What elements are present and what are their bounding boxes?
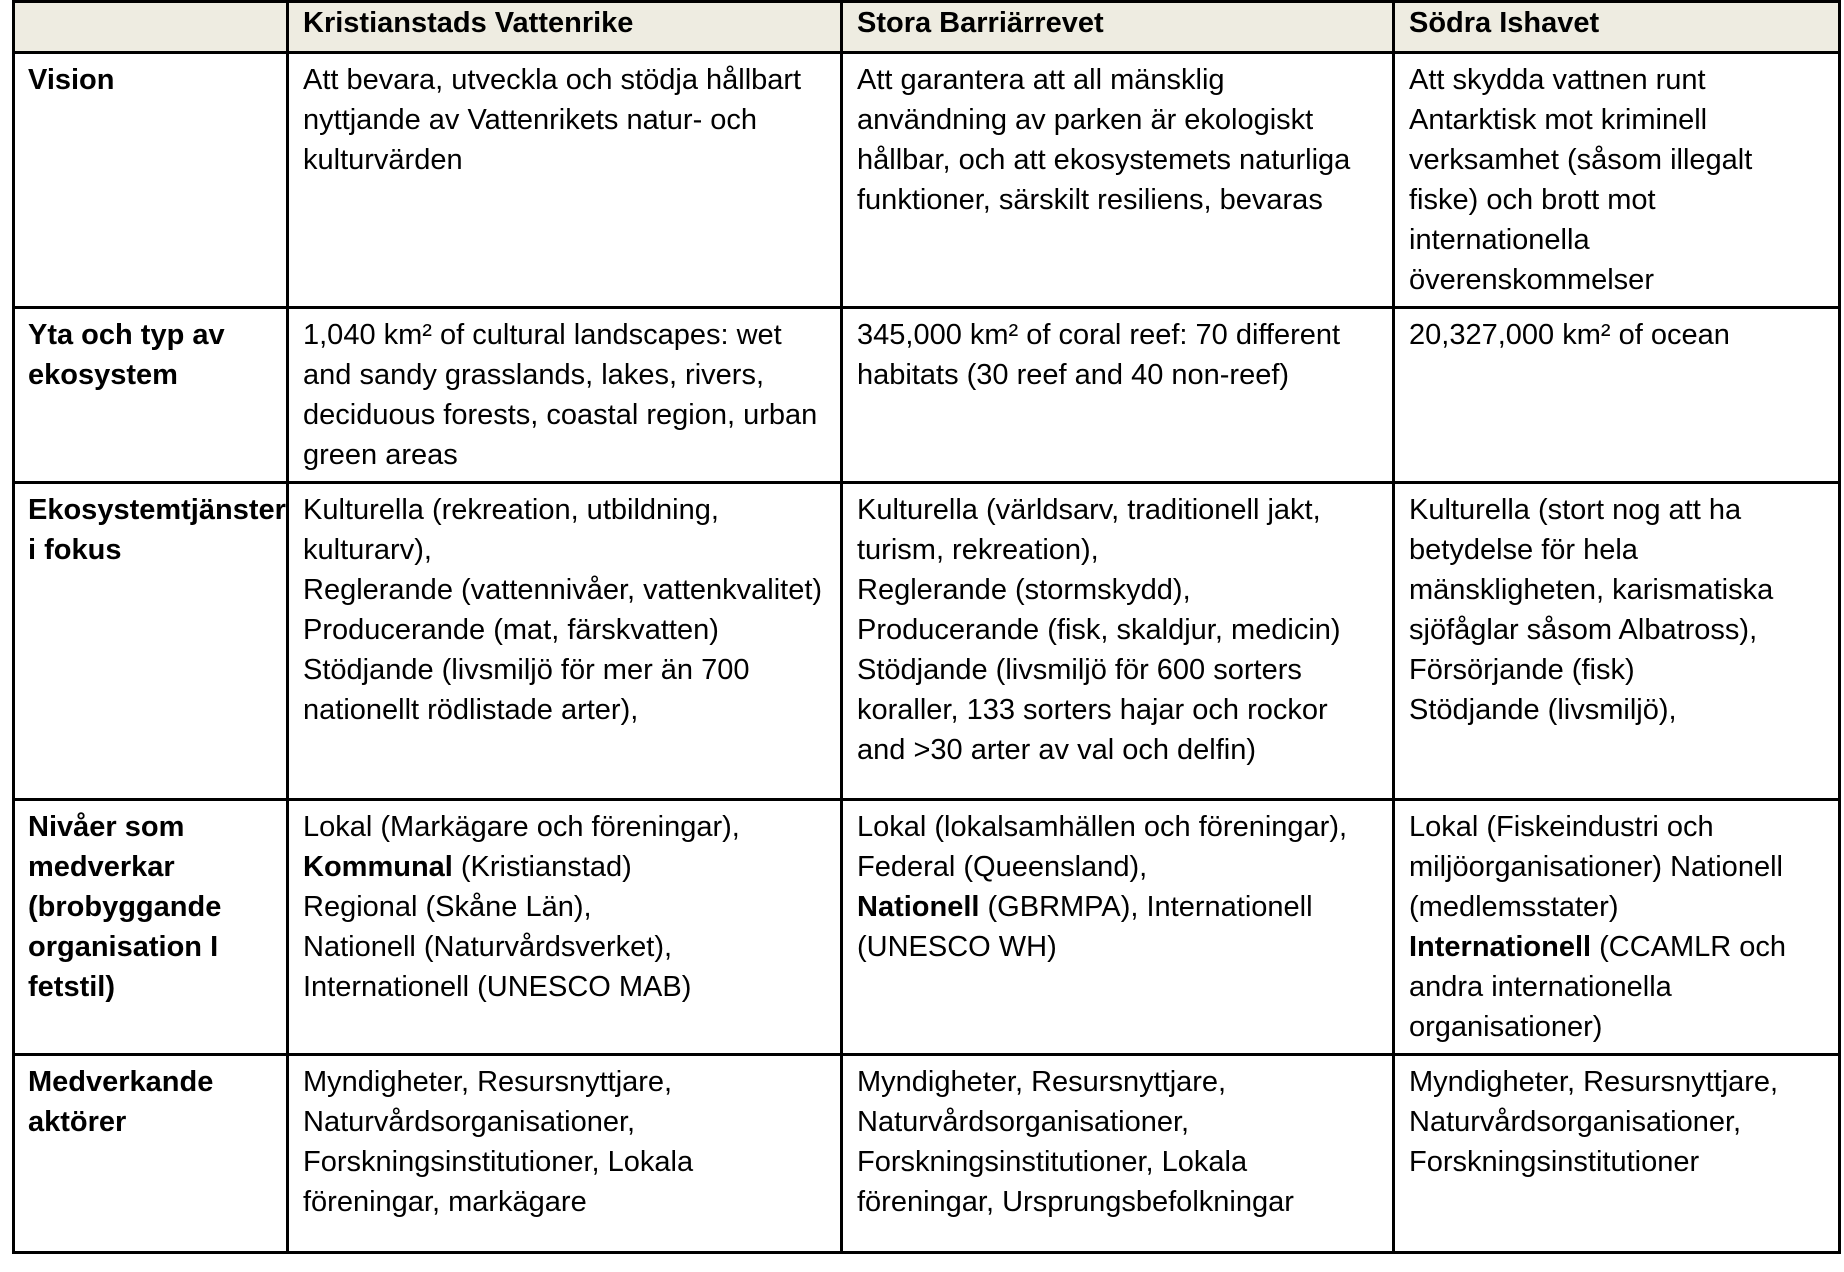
header-cell-sodra-ishavet: Södra Ishavet [1394, 2, 1840, 53]
row-label-ekosystemtjanster: Ekosystemtjänster i fokus [14, 483, 288, 800]
cell-yta-sodra-ishavet: 20,327,000 km² of ocean [1394, 308, 1840, 483]
list-item: Kulturella (stort nog att ha betydelse för hela mänskligheten, karismatiska sjöfåglar såsom Albatross), [1409, 494, 1774, 646]
list-item-text: (Kristianstad) [452, 851, 632, 883]
list-item: Reglerande (stormskydd), [857, 574, 1191, 606]
list-item: Lokal (Markägare och föreningar), [303, 811, 740, 843]
cell-aktorer-sodra-ishavet: Myndigheter, Resursnyttjare, Naturvårdsorganisationer, Forskningsinstitutioner [1394, 1055, 1840, 1253]
list-item: Lokal (Fiskeindustri och miljöorganisationer) Nationell (medlemsstater) [1409, 811, 1783, 923]
table-row-nivaer [14, 800, 1840, 1055]
list-item: Federal (Queensland), [857, 851, 1148, 883]
cell-tjanster-sodra-ishavet [1394, 483, 1840, 800]
cell-nivaer-barriarrevet [842, 800, 1394, 1055]
list-item: Lokal (lokalsamhällen och föreningar), [857, 811, 1348, 843]
row-label-nivaer: Nivåer som medverkar (brobyggande organisation I fetstil) [14, 800, 288, 1055]
cell-tjanster-kristianstad [288, 483, 842, 800]
table-row-ekosystemtjanster [14, 483, 1840, 800]
list-item: Internationell (UNESCO MAB) [303, 971, 692, 1003]
list-item: Stödjande (livsmiljö), [1409, 694, 1677, 726]
cell-yta-kristianstad: 1,040 km² of cultural landscapes: wet and sandy grasslands, lakes, rivers, deciduous forests, coastal region, urban green areas [288, 308, 842, 483]
header-cell-kristianstad: Kristianstads Vattenrike [288, 2, 842, 53]
cell-aktorer-kristianstad: Myndigheter, Resursnyttjare, Naturvårdsorganisationer, Forskningsinstitutioner, Lokala föreningar, markägare [288, 1055, 842, 1253]
cell-aktorer-barriarrevet: Myndigheter, Resursnyttjare, Naturvårdsorganisationer, Forskningsinstitutioner, Lokala föreningar, Ursprungsbefolkningar [842, 1055, 1394, 1253]
comparison-table [12, 0, 1841, 1254]
list-item-text: (GBRMPA), Internationell (UNESCO WH) [857, 891, 1313, 963]
cell-yta-barriarrevet: 345,000 km² of coral reef: 70 different habitats (30 reef and 40 non-reef) [842, 308, 1394, 483]
cell-vision-kristianstad: Att bevara, utveckla och stödja hållbart nyttjande av Vattenrikets natur- och kulturvärden [288, 53, 842, 308]
list-item: Regional (Skåne Län), [303, 891, 592, 923]
list-item: Försörjande (fisk) [1409, 654, 1635, 686]
row-label-yta: Yta och typ av ekosystem [14, 308, 288, 483]
table-row-vision [14, 53, 1840, 308]
bridging-organisation-label: Internationell [1409, 931, 1592, 963]
list-item: Kulturella (världsarv, traditionell jakt, turism, rekreation), [857, 494, 1321, 566]
row-label-vision: Vision [14, 53, 288, 308]
cell-nivaer-kristianstad [288, 800, 842, 1055]
list-item [1409, 927, 1824, 1047]
cell-vision-barriarrevet: Att garantera att all mänsklig användning av parken är ekologiskt hållbar, och att ekosystemets naturliga funktioner, särskilt resiliens, bevaras [842, 53, 1394, 308]
list-item [857, 887, 1378, 967]
row-label-aktorer: Medverkande aktörer [14, 1055, 288, 1253]
cell-nivaer-sodra-ishavet [1394, 800, 1840, 1055]
list-item-text: (CCAMLR och andra internationella organisationer) [1409, 931, 1787, 1043]
cell-vision-sodra-ishavet: Att skydda vattnen runt Antarktisk mot kriminell verksamhet (såsom illegalt fiske) och brott mot internationella överenskommelser [1394, 53, 1840, 308]
list-item: Stödjande (livsmiljö för mer än 700 nationellt rödlistade arter), [303, 654, 750, 726]
list-item: Kulturella (rekreation, utbildning, kulturarv), [303, 494, 719, 566]
list-item: Reglerande (vattennivåer, vattenkvalitet) [303, 574, 823, 606]
list-item: Nationell (Naturvårdsverket), [303, 931, 673, 963]
table-header-row [14, 2, 1840, 53]
table-row-aktorer [14, 1055, 1840, 1253]
list-item: Stödjande (livsmiljö för 600 sorters koraller, 133 sorters hajar och rockor and >30 arter av val och delfin) [857, 654, 1328, 766]
list-item: Producerande (fisk, skaldjur, medicin) [857, 614, 1341, 646]
bridging-organisation-label: Nationell [857, 891, 980, 923]
list-item: Producerande (mat, färskvatten) [303, 614, 719, 646]
header-cell-empty [14, 2, 288, 53]
list-item [303, 847, 826, 887]
cell-tjanster-barriarrevet [842, 483, 1394, 800]
table-row-yta [14, 308, 1840, 483]
header-cell-barriarrevet: Stora Barriärrevet [842, 2, 1394, 53]
bridging-organisation-label: Kommunal [303, 851, 453, 883]
